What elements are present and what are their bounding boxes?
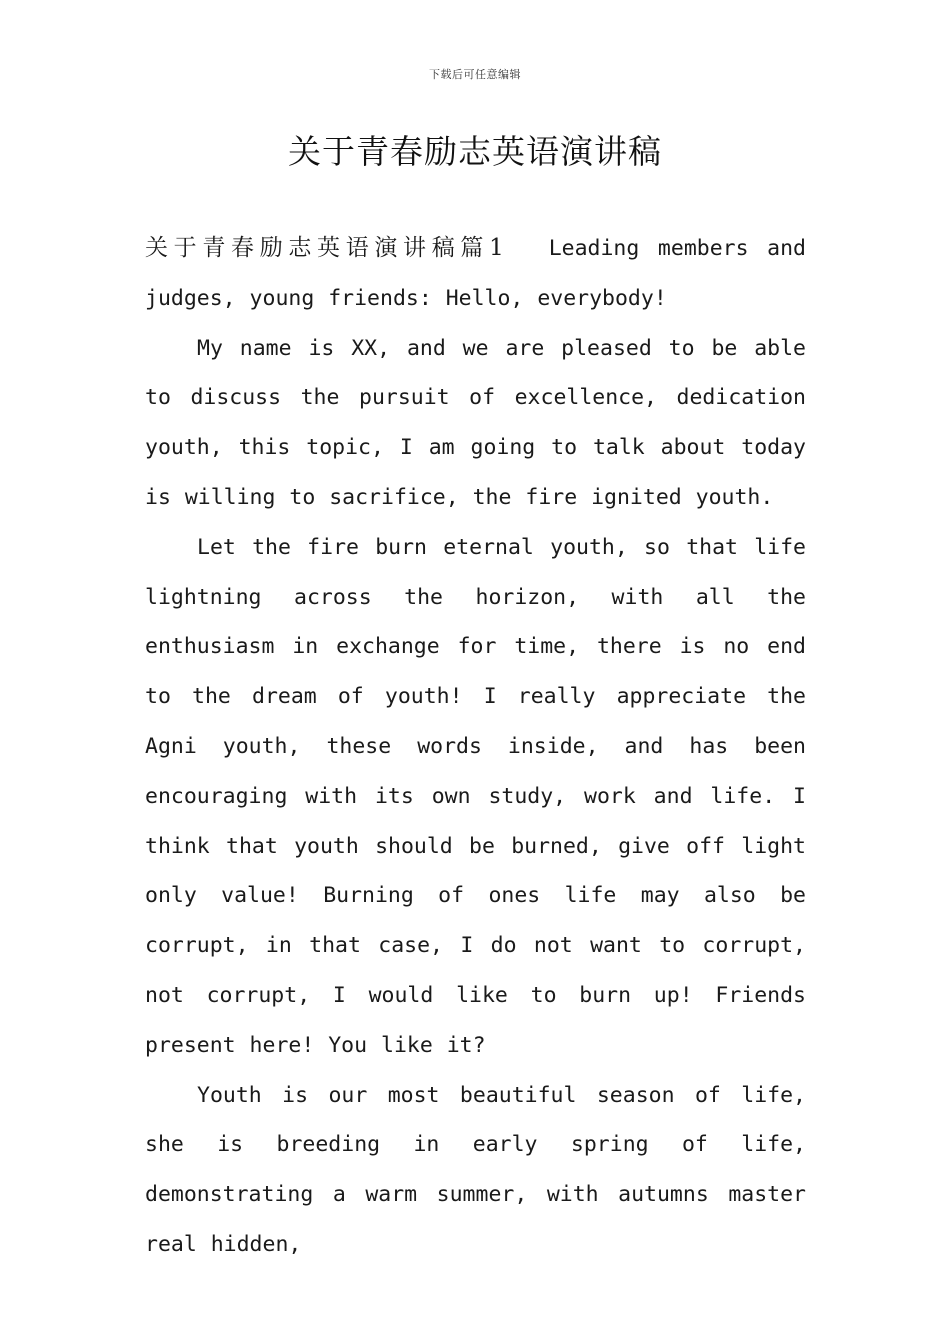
document-title: 关于青春励志英语演讲稿 — [288, 132, 662, 171]
header-note: 下载后可任意编辑 — [429, 68, 521, 81]
paragraph-3: Let the fire burn eternal youth, so that life lightning across the horizon, with all the enthusiasm in exchange for time, there is no end to the dream of youth! I really appreciate the Agni youth, these words inside, and has been encouraging with its own study, work and life. I think that youth should be burned, give off light only value! Burning of ones life may also be corrupt, in that case, I do not want to corrupt, not corrupt, I would like to burn up! Friends present here! You like it? — [145, 534, 806, 1058]
paragraph-1 — [145, 224, 806, 324]
document-body — [145, 224, 806, 1270]
paragraph-2: My name is XX, and we are pleased to be able to discuss the pursuit of excellence, dedication youth, this topic, I am going to talk about today is willing to sacrifice, the fire ignited youth. — [145, 335, 806, 510]
paragraph-4: Youth is our most beautiful season of life, she is breeding in early spring of life, demonstrating a warm summer, with autumns master real hidden, — [145, 1082, 806, 1257]
section-heading: 关于青春励志英语演讲稿篇1 — [145, 235, 505, 261]
paragraph-text: Leading members and judges, young friends: Hello, everybody! — [145, 236, 806, 311]
